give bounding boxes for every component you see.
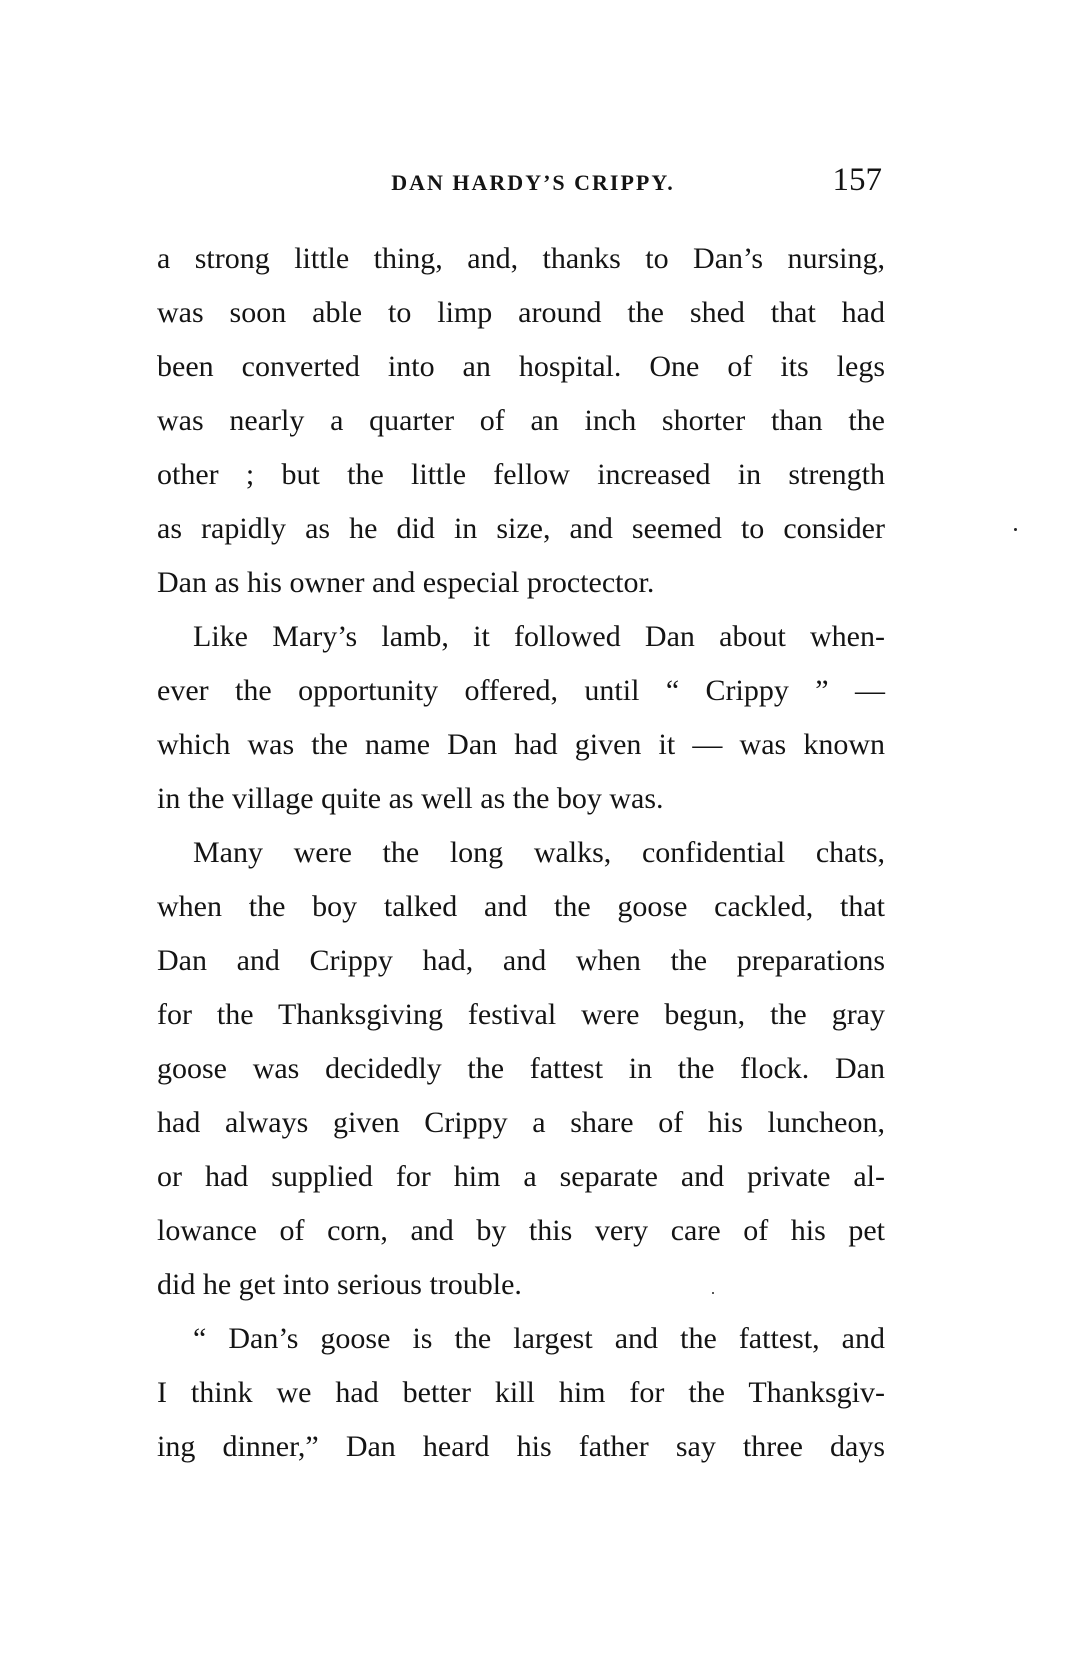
text-line: when the boy talked and the goose cackled, that: [157, 890, 885, 923]
ink-speck: [712, 1292, 714, 1294]
text-line: had always given Crippy a share of his luncheon,: [157, 1106, 885, 1139]
text-line: a strong little thing, and, thanks to Dan’s nursing,: [157, 242, 885, 275]
text-line: was soon able to limp around the shed that had: [157, 296, 885, 329]
text-line: Like Mary’s lamb, it followed Dan about when-: [193, 620, 885, 653]
text-line: Many were the long walks, confidential chats,: [193, 836, 885, 869]
text-line: Dan as his owner and especial proctector.: [157, 566, 655, 599]
text-line: as rapidly as he did in size, and seemed to consider: [157, 512, 885, 545]
text-line: for the Thanksgiving festival were begun, the gray: [157, 998, 885, 1031]
text-line: lowance of corn, and by this very care of his pet: [157, 1214, 885, 1247]
ink-speck: [1014, 528, 1017, 531]
text-line: did he get into serious trouble.: [157, 1268, 522, 1301]
text-line: I think we had better kill him for the Thanksgiv-: [157, 1376, 885, 1409]
text-line: ever the opportunity offered, until “ Crippy ” —: [157, 674, 885, 707]
text-line: been converted into an hospital. One of its legs: [157, 350, 885, 383]
body-text: [157, 232, 885, 1474]
running-head: [156, 162, 882, 202]
page-number: 157: [832, 162, 882, 198]
text-line: was nearly a quarter of an inch shorter than the: [157, 404, 885, 437]
text-line: which was the name Dan had given it — was known: [157, 728, 885, 761]
text-line: or had supplied for him a separate and private al-: [157, 1160, 885, 1193]
text-line: “ Dan’s goose is the largest and the fattest, and: [193, 1322, 885, 1355]
text-line: in the village quite as well as the boy was.: [157, 782, 664, 815]
running-title: DAN HARDY’S CRIPPY.: [391, 170, 675, 195]
text-line: goose was decidedly the fattest in the flock. Dan: [157, 1052, 885, 1085]
text-line: Dan and Crippy had, and when the preparations: [157, 944, 885, 977]
text-line: ing dinner,” Dan heard his father say three days: [157, 1430, 885, 1463]
text-line: other ; but the little fellow increased in strength: [157, 458, 885, 491]
